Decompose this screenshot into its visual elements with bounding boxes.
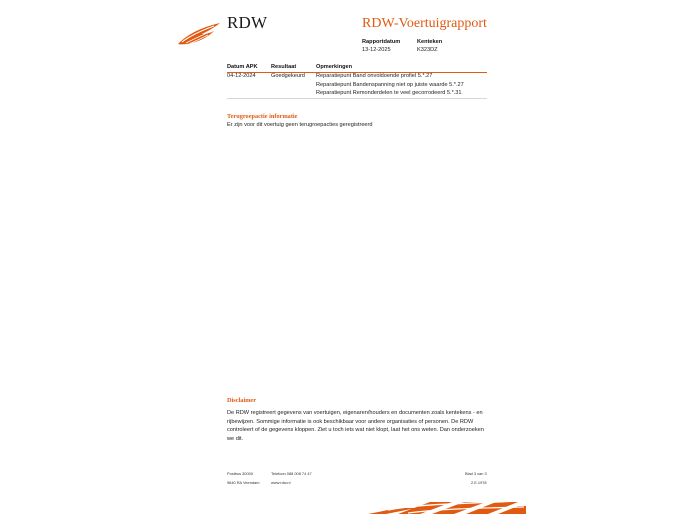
apk-header-remarks: Opmerkingen (316, 64, 353, 70)
recall-text: Er zijn voor dit voertuig geen terugroepacties geregistreerd (227, 122, 373, 128)
plate-label: Kenteken (417, 39, 443, 45)
decorative-stripes-icon (368, 498, 526, 514)
apk-header-result: Resultaat (271, 64, 297, 70)
apk-header-date: Datum APK (227, 64, 258, 70)
apk-remark-3: Reparatiepunt Remonderdelen te veel gecorrodeerd 5.*.31 (316, 90, 462, 96)
footer-postbus: Postbus 30000 (227, 471, 253, 476)
disclaimer-line-2: rijbewijzen. Sommige informatie is ook beschikbaar voor andere organisaties of personen. De RDW (227, 418, 474, 425)
brand-name: RDW (227, 13, 268, 32)
table-row-rule (227, 98, 487, 99)
disclaimer-line-4: we dit. (227, 435, 244, 442)
apk-date-cell: 04-12-2024 (227, 73, 256, 79)
footer-doc-code: 2.E.1978 (471, 480, 487, 485)
disclaimer-title: Disclaimer (227, 397, 257, 404)
apk-remark-2: Reparatiepunt Bandenspanning niet op juiste waarde 5.*.27 (316, 81, 464, 88)
apk-result-cell: Goedgekeurd (271, 73, 305, 79)
apk-remark-1: Reparatiepunt Band onvoldoende profiel 5.*.27 (316, 73, 433, 79)
footer-page-number: Blad 3 van 3 (465, 471, 487, 476)
recall-title: Terugroepactie informatie (227, 113, 298, 120)
report-date-label: Rapportdatum (362, 39, 401, 45)
disclaimer-line-1: De RDW registreert gegevens van voertuigen, eigenaren/houders en documenten zoals kentekens - en (227, 410, 483, 416)
plate-value: K323DZ (417, 47, 438, 53)
footer-website: www.rdw.nl (271, 480, 291, 485)
report-title: RDW-Voertuigrapport (362, 16, 487, 31)
report-date-value: 13-12-2025 (362, 47, 391, 53)
footer-phone: Telefoon 088 008 74 47 (271, 471, 312, 476)
footer-city: 9640 RA Veendam (227, 480, 260, 485)
disclaimer-line-3: controleert of de gegevens kloppen. Ziet u toch iets wat niet klopt, laat het ons weten. Dan onderzoeken (227, 427, 484, 434)
rdw-logo-icon (176, 22, 222, 46)
